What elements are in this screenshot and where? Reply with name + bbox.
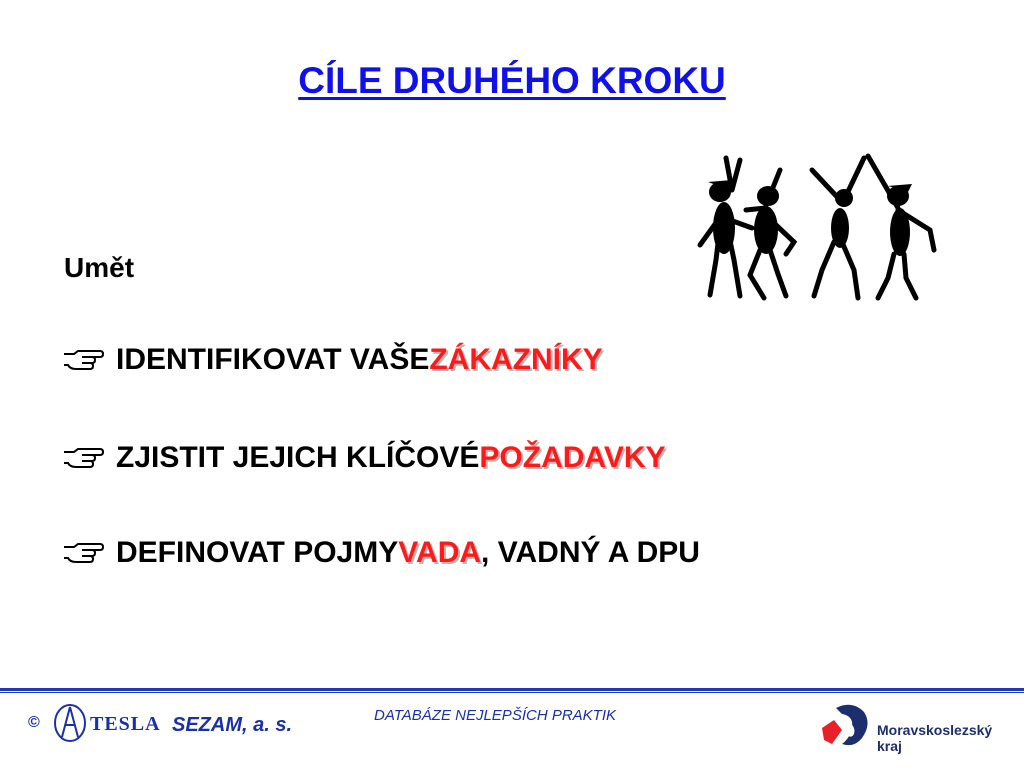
copyright-symbol: © [28,714,40,731]
footer-caption: DATABÁZE NEJLEPŠÍCH PRAKTIK [374,707,616,724]
region-name [877,722,992,754]
bullet-highlight: POŽADAVKY [479,441,666,474]
region-logo-icon [818,698,874,754]
bullet-item [62,441,666,475]
bullet-highlight: VADA [398,536,482,569]
pointing-hand-icon [62,348,104,372]
dancing-figures-image [694,150,944,310]
bullet-item [62,536,700,570]
region-name-line2: kraj [877,738,902,754]
pointing-hand-icon [62,541,104,565]
company-logo-text: TESLA [90,713,161,735]
tesla-logo-icon [50,703,90,743]
footer-divider [0,688,1024,691]
company-name: SEZAM, a. s. [172,714,293,736]
bullet-text: ZJISTIT JEJICH KLÍČOVÉ [116,441,480,474]
region-name-line1: Moravskoslezský [877,722,993,738]
footer-divider-thin [0,692,1024,693]
pointing-hand-icon [62,446,104,470]
bullet-highlight: ZÁKAZNÍKY [429,343,603,376]
slide-title: CÍLE DRUHÉHO KROKU [298,60,726,101]
bullet-item [62,343,603,377]
bullet-text: DEFINOVAT POJMY [116,536,399,569]
subtitle: Umět [64,252,135,283]
bullet-text: IDENTIFIKOVAT VAŠE [116,343,430,376]
bullet-suffix: , VADNÝ A DPU [481,536,700,569]
